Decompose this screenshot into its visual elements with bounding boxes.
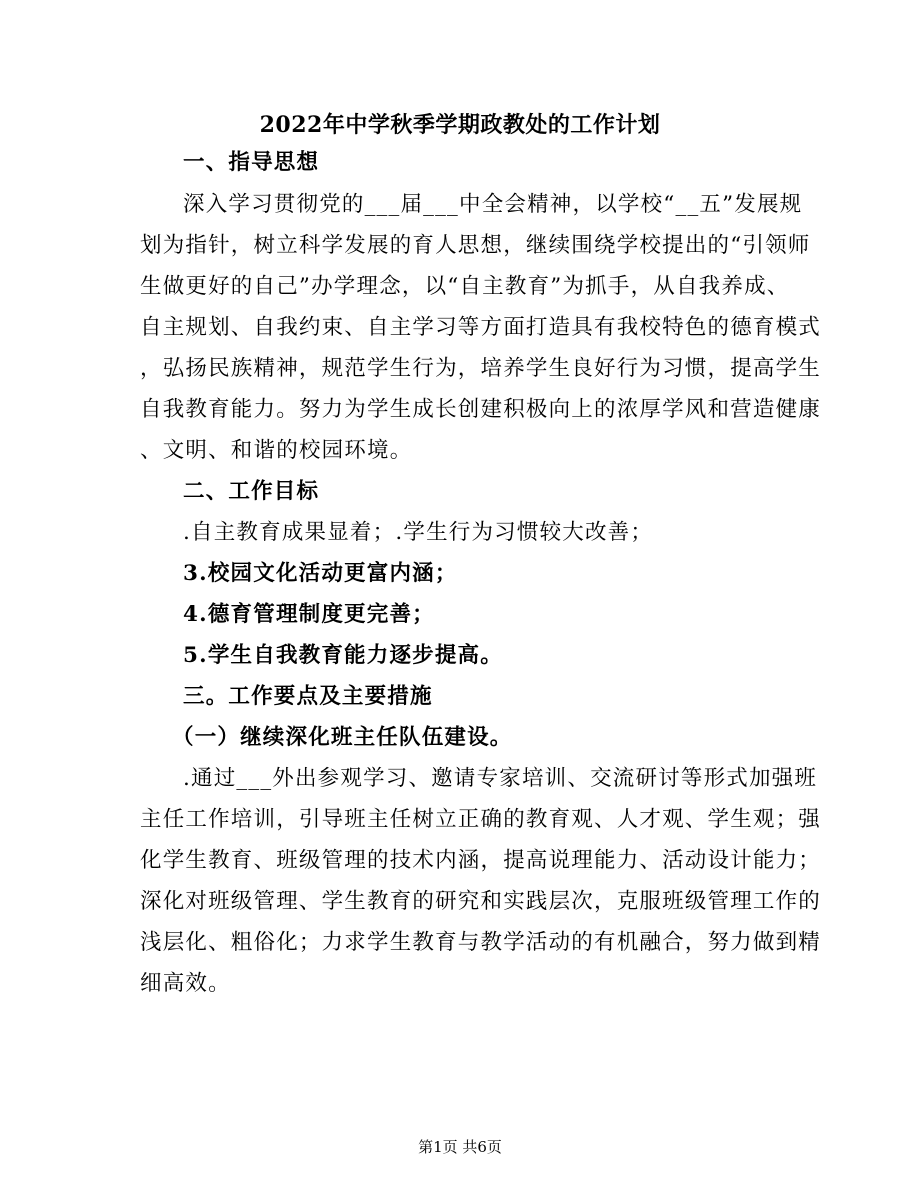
goal-item: .自主教育成果显着；.学生行为习惯较大改善； <box>183 520 654 545</box>
paragraph-line: 细高效。 <box>140 971 231 996</box>
paragraph-line: .通过___外出参观学习、邀请专家培训、交流研讨等形式加强班 <box>183 766 818 791</box>
section-heading-guiding-thought: 一、指导思想 <box>183 150 320 175</box>
section-heading-key-points: 三。工作要点及主要措施 <box>183 684 433 709</box>
paragraph-line: 、文明、和谐的校园环境。 <box>140 438 413 463</box>
paragraph-line: 自主规划、自我约束、自主学习等方面打造具有我校特色的德育模式 <box>140 315 822 340</box>
paragraph-line: 深入学习贯彻党的___届___中全会精神，以学校“__五”发展规 <box>183 192 803 217</box>
paragraph-line: 深化对班级管理、学生教育的研究和实践层次，克服班级管理工作的 <box>140 889 822 914</box>
section-heading-work-goals: 二、工作目标 <box>183 479 320 504</box>
document-title: 2022年中学秋季学期政教处的工作计划 <box>259 112 661 138</box>
paragraph-line: 生做更好的自己”办学理念，以“自主教育”为抓手，从自我养成、 <box>140 274 790 299</box>
goal-item: 5.学生自我教育能力逐步提高。 <box>183 643 503 668</box>
paragraph-line: 自我教育能力。努力为学生成长创建积极向上的浓厚学风和营造健康 <box>140 397 822 422</box>
paragraph-line: ，弘扬民族精神，规范学生行为，培养学生良好行为习惯，提高学生 <box>140 356 822 381</box>
paragraph-line: 浅层化、粗俗化；力求学生教育与教学活动的有机融合，努力做到精 <box>140 930 822 955</box>
goal-item: 3.校园文化活动更富内涵； <box>183 561 458 586</box>
paragraph-line: 划为指针，树立科学发展的育人思想，继续围绕学校提出的“引领师 <box>140 233 811 258</box>
paragraph-line: 化学生教育、班级管理的技术内涵，提高说理能力、活动设计能力； <box>140 848 822 873</box>
goal-item: 4.德育管理制度更完善； <box>183 602 435 627</box>
subsection-heading: （一）继续深化班主任队伍建设。 <box>172 725 513 750</box>
page-number-footer: 第1页 共6页 <box>418 1138 502 1156</box>
paragraph-line: 主任工作培训，引导班主任树立正确的教育观、人才观、学生观；强 <box>140 807 822 832</box>
